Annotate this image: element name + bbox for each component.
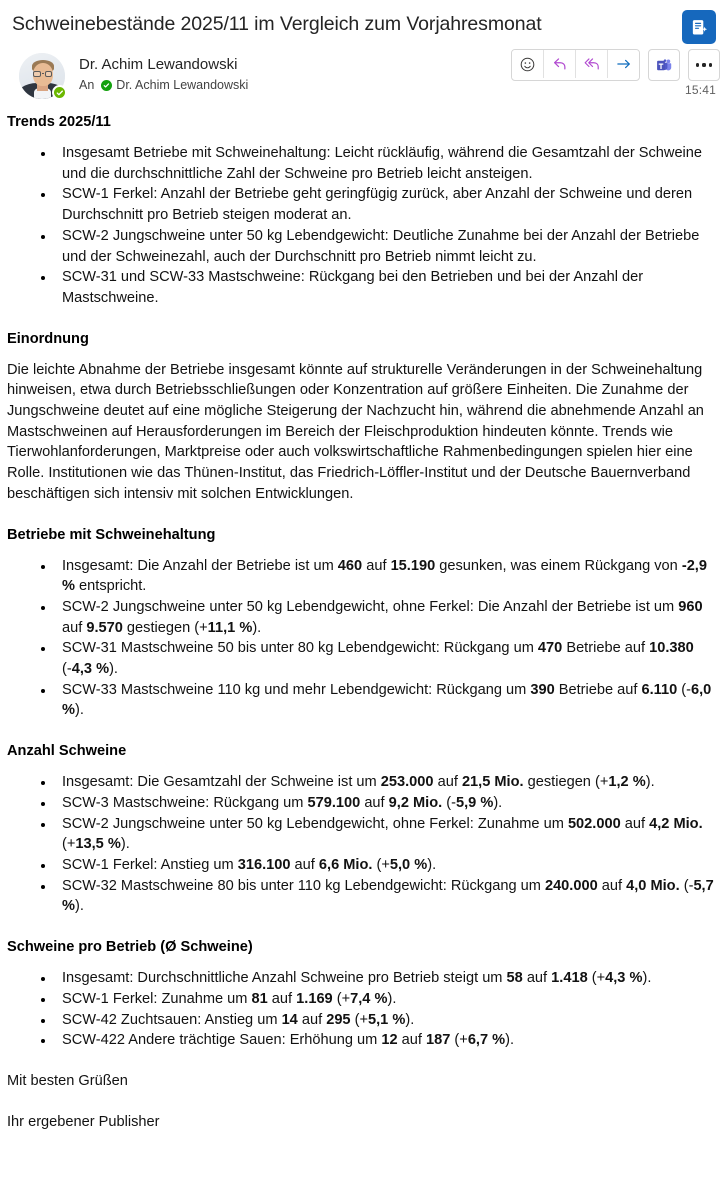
list-item [55, 1010, 719, 1031]
metric-value: 4,3 % [71, 661, 110, 678]
list-item-text: SCW-33 Mastschweine 110 kg und mehr Lebendgewicht: Rückgang um [62, 681, 531, 698]
list-item-text: ). [74, 898, 84, 915]
list-item-text: SCW-422 Andere trächtige Sauen: Erhöhung um [62, 1032, 382, 1049]
metric-value: 6,6 Mio. [318, 856, 373, 873]
list-item: SCW-31 und SCW-33 Mastschweine: Rückgang bei den Betrieben und bei der Anzahl der Mastschweine. [55, 267, 719, 308]
metric-value: 502.000 [567, 815, 621, 832]
metric-value: 12 [381, 1032, 398, 1049]
spacer [7, 349, 719, 360]
message-action-toolbar [511, 49, 720, 81]
list-item-text: ). [252, 619, 262, 636]
list-item-text: auf [433, 774, 462, 791]
list-item-text: (- [62, 661, 72, 678]
reply-all-button[interactable] [576, 50, 608, 78]
copilot-summarize-button[interactable] [682, 10, 716, 44]
list-item-text: Insgesamt: Durchschnittliche Anzahl Schweine pro Betrieb steigt um [62, 970, 507, 987]
list-item-text: auf [397, 1032, 427, 1049]
metric-value: 5,1 % [368, 1011, 406, 1028]
list-item-text: gestiegen (+ [523, 774, 609, 791]
metric-value: 9.570 [86, 619, 123, 636]
react-emoji-button[interactable] [512, 50, 544, 78]
list-item-text: auf [620, 815, 650, 832]
list-item [55, 638, 719, 679]
list-item-text: SCW-1 Ferkel: Anstieg um [62, 856, 238, 873]
list-item [55, 597, 719, 638]
avatar[interactable] [19, 53, 65, 99]
metric-value: 13,5 % [75, 836, 121, 853]
metric-value: 4,3 % [605, 970, 643, 987]
metric-value: 6,0 % [62, 681, 712, 719]
metric-value: 6.110 [641, 681, 678, 698]
list-item [55, 855, 719, 876]
reply-actions-group [511, 49, 640, 81]
section-heading: Einordnung [7, 330, 89, 347]
spacer [7, 132, 719, 143]
list-item-text: (- [679, 877, 694, 894]
section-paragraph: Die leichte Abnahme der Betriebe insgesamt könnte auf strukturelle Veränderungen in der Schweinehaltung hinweisen, etwa durch Betriebsschließungen oder Konzentration auf größere Einheiten. Die Zunahme der Jungschweine deutet auf eine mögliche Steigerung der Nachzucht hin, während die abnehmende Anzahl an Mastschweinen auf Herausforderungen im Bereich der Fleischproduktion hindeuten könnte. Trends wie Tierwohlanforderungen, Marktpreise oder auch volkswirtschaftliche Rahmenbedingungen spielen hier eine Rolle. Institutionen wie das Thünen-Institut, das Friedrich-Löffler-Institut und der Deutsche Bauernverband beschäftigen sich intensiv mit solchen Entwicklungen. [7, 361, 704, 502]
list-item-text: (- [677, 681, 692, 698]
spacer [7, 545, 719, 556]
metric-value: 295 [326, 1011, 351, 1028]
list-item-text: ). [120, 836, 130, 853]
spacer [7, 1051, 719, 1071]
bullet-list [7, 143, 719, 309]
list-item [55, 680, 719, 721]
list-item-text: SCW-32 Mastschweine 80 bis unter 110 kg Lebendgewicht: Rückgang um [62, 877, 545, 894]
list-item-text: auf [522, 970, 552, 987]
section-heading: Anzahl Schweine [7, 743, 127, 760]
message-timestamp: 15:41 [684, 83, 716, 97]
list-item [55, 556, 719, 597]
metric-value: 5,0 % [389, 856, 428, 873]
metric-value: 253.000 [380, 774, 434, 791]
metric-value: 10.380 [649, 640, 694, 657]
bullet-list [7, 772, 719, 917]
list-item-text: auf [267, 990, 297, 1007]
closing-greeting: Mit besten Grüßen [7, 1072, 128, 1089]
reply-icon [551, 55, 569, 73]
metric-value: 5,7 % [62, 877, 714, 915]
spacer [7, 1092, 719, 1112]
metric-value: 240.000 [544, 877, 598, 894]
metric-value: 316.100 [237, 856, 291, 873]
email-header [0, 0, 727, 99]
list-item-text: ). [387, 990, 397, 1007]
metric-value: 187 [426, 1032, 451, 1049]
presence-available-badge [52, 85, 67, 100]
list-item-text: ). [74, 702, 84, 719]
recipient-label: An [79, 78, 95, 92]
list-item [55, 772, 719, 793]
bullet-list [7, 968, 719, 1051]
reply-button[interactable] [544, 50, 576, 78]
list-item-text: ). [642, 970, 652, 987]
list-item-text: ). [427, 856, 437, 873]
list-item-text: auf [362, 557, 391, 574]
list-item-text: (+ [587, 970, 606, 987]
more-options-button[interactable] [688, 49, 720, 81]
metric-value: 9,2 Mio. [388, 794, 443, 811]
recipient-name[interactable]: Dr. Achim Lewandowski [116, 78, 249, 92]
list-item: SCW-2 Jungschweine unter 50 kg Lebendgewicht: Deutliche Zunahme bei der Anzahl der Betriebe und der Schweinezahl, auch der Durchschnitt pro Betrieb nimmt leicht zu. [55, 226, 719, 267]
list-item-text: ). [493, 794, 503, 811]
list-item [55, 1030, 719, 1051]
spacer [7, 917, 719, 937]
list-item-text: auf [297, 1011, 327, 1028]
more-options-icon [696, 63, 712, 66]
list-item-text: entspricht. [74, 578, 147, 595]
list-item [55, 876, 719, 917]
metric-value: 11,1 % [207, 619, 253, 636]
list-item-text: gesunken, was einem Rückgang von [435, 557, 682, 574]
spacer [7, 309, 719, 329]
metric-value: 14 [281, 1011, 298, 1028]
metric-value: -2,9 % [62, 557, 707, 595]
list-item-text: (+ [372, 856, 390, 873]
metric-value: 460 [337, 557, 363, 574]
subject-row [0, 0, 727, 44]
list-item-text: auf [62, 619, 87, 636]
list-item-text: SCW-2 Jungschweine unter 50 kg Lebendgewicht, ohne Ferkel: Zunahme um [62, 815, 568, 832]
email-body [0, 99, 727, 1132]
list-item-text: SCW-1 Ferkel: Zunahme um [62, 990, 252, 1007]
list-item [55, 793, 719, 814]
metric-value: 1.169 [296, 990, 333, 1007]
checkmark-icon [103, 82, 110, 89]
metric-value: 470 [537, 640, 563, 657]
metric-value: 6,7 % [467, 1032, 506, 1049]
list-item-text: ). [645, 774, 655, 791]
list-item-text: Betriebe auf [562, 640, 650, 657]
avatar-photo-glasses [33, 71, 52, 77]
metric-value: 4,2 Mio. [649, 815, 703, 832]
spacer [7, 505, 719, 525]
bullet-list [7, 556, 719, 722]
list-item-text: (+ [62, 836, 76, 853]
list-item-text: ). [405, 1011, 415, 1028]
section-heading: Betriebe mit Schweinehaltung [7, 526, 216, 543]
list-item-text: (+ [332, 990, 351, 1007]
spacer [7, 99, 719, 112]
sender-name[interactable]: Dr. Achim Lewandowski [79, 56, 238, 73]
metric-value: 15.190 [390, 557, 436, 574]
list-item-text: Insgesamt: Die Anzahl der Betriebe ist um [62, 557, 338, 574]
list-item-text: auf [360, 794, 389, 811]
list-item-text: gestiegen (+ [122, 619, 208, 636]
list-item-text: auf [597, 877, 627, 894]
list-item-text: ). [109, 661, 118, 678]
list-item-text: SCW-2 Jungschweine unter 50 kg Lebendgewicht, ohne Ferkel: Die Anzahl der Betriebe ist um [62, 598, 679, 615]
list-item-text: SCW-42 Zuchtsauen: Anstieg um [62, 1011, 282, 1028]
list-item-text: (- [442, 794, 456, 811]
metric-value: 7,4 % [350, 990, 388, 1007]
list-item [55, 814, 719, 855]
teams-icon [656, 57, 673, 74]
metric-value: 390 [530, 681, 555, 698]
metric-value: 21,5 Mio. [461, 774, 524, 791]
list-item-text: Betriebe auf [554, 681, 642, 698]
list-item-text: SCW-3 Mastschweine: Rückgang um [62, 794, 308, 811]
checkmark-icon [56, 89, 64, 97]
spacer [7, 721, 719, 741]
list-item-text: Insgesamt: Die Gesamtzahl der Schweine ist um [62, 774, 381, 791]
list-item: SCW-1 Ferkel: Anzahl der Betriebe geht geringfügig zurück, aber Anzahl der Schweine und deren Durchschnitt pro Betrieb steigen moderat an. [55, 184, 719, 225]
metric-value: 81 [251, 990, 268, 1007]
metric-value: 1,2 % [608, 774, 646, 791]
list-item-text: ). [505, 1032, 515, 1049]
list-item: Insgesamt Betriebe mit Schweinehaltung: Leicht rückläufig, während die Gesamtzahl der Schweine und die durchschnittliche Zahl der Schweine pro Betrieb leicht ansteigen. [55, 143, 719, 184]
page-title: Schweinebestände 2025/11 im Vergleich zum Vorjahresmonat [12, 13, 542, 35]
list-item-text: auf [290, 856, 319, 873]
emoji-reaction-icon [519, 56, 536, 73]
share-to-teams-button[interactable] [648, 49, 680, 81]
metric-value: 58 [506, 970, 523, 987]
metric-value: 960 [678, 598, 703, 615]
list-item-text: (+ [350, 1011, 368, 1028]
section-heading: Schweine pro Betrieb (Ø Schweine) [7, 939, 253, 956]
section-heading: Trends 2025/11 [7, 114, 111, 130]
summarize-document-icon [690, 18, 709, 37]
signature-line: Ihr ergebener Publisher [7, 1113, 160, 1130]
metric-value: 579.100 [307, 794, 361, 811]
metric-value: 1.418 [551, 970, 588, 987]
list-item-text: (+ [450, 1032, 468, 1049]
list-item [55, 968, 719, 989]
list-item [55, 989, 719, 1010]
metric-value: 4,0 Mio. [626, 877, 680, 894]
forward-button[interactable] [608, 50, 639, 78]
metric-value: 5,9 % [455, 794, 494, 811]
verified-badge-icon [101, 80, 112, 91]
reply-all-icon [583, 55, 601, 73]
spacer [7, 761, 719, 772]
forward-icon [615, 55, 633, 73]
spacer [7, 957, 719, 968]
list-item-text: SCW-31 Mastschweine 50 bis unter 80 kg Lebendgewicht: Rückgang um [62, 640, 538, 657]
